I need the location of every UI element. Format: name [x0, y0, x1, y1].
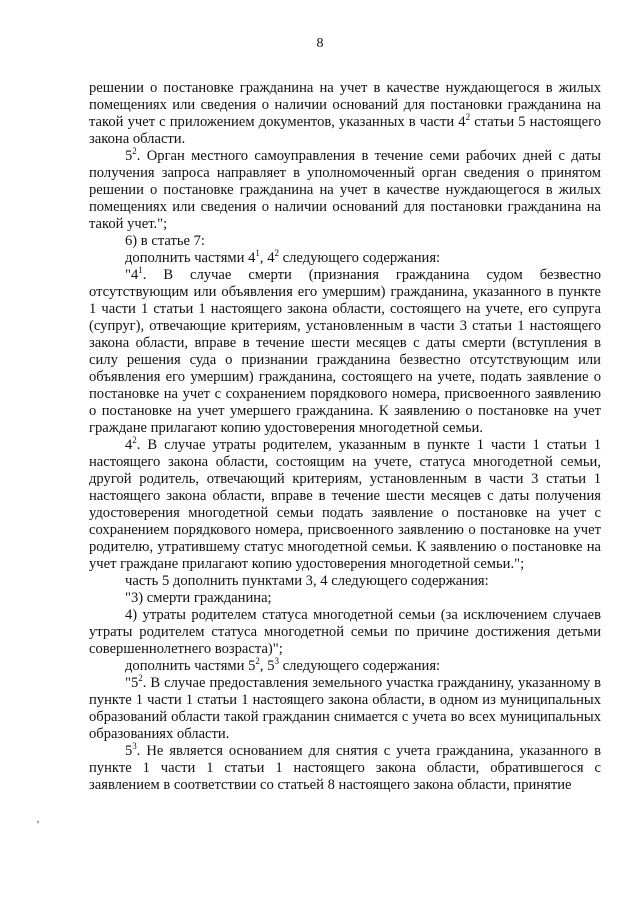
paragraph: [89, 590, 601, 607]
text-run: 5: [125, 743, 133, 759]
text-run: дополнить частями 4: [125, 250, 256, 266]
text-run: . Орган местного самоуправления в течение семи рабочих дней с даты получения запроса направляет в уполномоченный орган сведения о принятом решении о постановке гражданина на учет в качестве нуждающегося в жилых помещениях или сведения о наличии оснований для постановки гражданина на такой учет.";: [89, 148, 601, 232]
text-run: следующего содержания:: [279, 658, 441, 674]
text-run: . В случае предоставления земельного участка гражданину, указанному в пункте 1 части 1 статьи 1 настоящего закона области, в одном из муниципальных образований области такой гражданин снимается с учета во всех муниципальных образованиях области.: [89, 675, 601, 742]
text-run: "5: [125, 675, 139, 691]
paragraph: [89, 658, 601, 675]
text-run: "3) смерти гражданина;: [125, 590, 272, 606]
paragraph: [89, 743, 601, 794]
text-run: 4: [125, 437, 133, 453]
paragraph: [89, 675, 601, 743]
margin-mark: ': [37, 819, 39, 831]
superscript: 2: [255, 656, 260, 666]
superscript: 1: [255, 248, 260, 258]
text-run: 5: [125, 148, 133, 164]
text-run: , 4: [259, 250, 275, 266]
paragraph: [89, 267, 601, 437]
document-body: [89, 80, 601, 794]
superscript: 3: [132, 741, 137, 751]
text-run: решении о постановке гражданина на учет в качестве нуждающегося в жилых помещениях или сведения о наличии оснований для постановки гражданина на такой учет с приложением документов, указанных в части 4: [89, 80, 601, 130]
page-number: 8: [316, 36, 324, 51]
paragraph: [89, 573, 601, 590]
text-run: "4: [125, 267, 139, 283]
paragraph: [89, 250, 601, 267]
paragraph: [89, 437, 601, 573]
superscript: 2: [132, 146, 137, 156]
paragraph: [89, 148, 601, 233]
text-run: . В случае утраты родителем, указанным в пункте 1 части 1 статьи 1 настоящего закона области, состоящим на учете, статуса многодетной семьи, другой родитель, отвечающий критериям, установленным в части 3 статьи 1 настоящего закона области, вправе в течение шести месяцев с даты получения удостоверения многодетной семьи подать заявление о постановке на учет с сохранением порядкового номера, присвоенного заявлению о постановке на учет родителю, утратившему статус многодетной семьи. К заявлению о постановке на учет граждане прилагают копию удостоверения многодетной семьи.";: [89, 437, 601, 572]
superscript: 2: [138, 673, 143, 683]
text-run: часть 5 дополнить пунктами 3, 4 следующего содержания:: [125, 573, 489, 589]
text-run: дополнить частями 5: [125, 658, 256, 674]
text-run: 4) утраты родителем статуса многодетной семьи (за исключением случаев утраты родителем статуса многодетной семьи по причине достижения детьми совершеннолетнего возраста)";: [89, 607, 601, 657]
superscript: 2: [274, 248, 279, 258]
superscript: 3: [274, 656, 279, 666]
paragraph: [89, 80, 601, 148]
text-run: следующего содержания:: [279, 250, 441, 266]
superscript: 1: [138, 265, 143, 275]
superscript: 2: [465, 112, 471, 122]
paragraph: [89, 233, 601, 250]
text-run: . Не является основанием для снятия с учета гражданина, указанного в пункте 1 части 1 статьи 1 настоящего закона области, обратившегося с заявлением в соответствии со статьей 8 настоящего закона области, принятие: [89, 743, 601, 793]
text-run: . В случае смерти (признания гражданина судом безвестно отсутствующим или объявления его умершим) гражданина, указанного в пункте 1 части 1 статьи 1 настоящего закона области, состоящего на учете, его супруга (супруг), отвечающие критериям, установленным в части 3 статьи 1 настоящего закона области, вправе в течение шести месяцев с даты смерти (вступления в силу решения суда о признании гражданина безвестно отсутствующим или объявления его умершим) гражданина, состоящего на учете, подать заявление о постановке на учет с сохранением порядкового номера, присвоенного заявлению о постановке на учет умершего гражданина. К заявлению о постановке на учет граждане прилагают копию удостоверения многодетной семьи.: [89, 267, 601, 436]
text-run: статьи 5 настоящего закона области.: [89, 114, 601, 147]
paragraph: [89, 607, 601, 658]
superscript: 2: [132, 435, 137, 445]
text-run: 6) в статье 7:: [125, 233, 205, 249]
text-run: , 5: [259, 658, 275, 674]
